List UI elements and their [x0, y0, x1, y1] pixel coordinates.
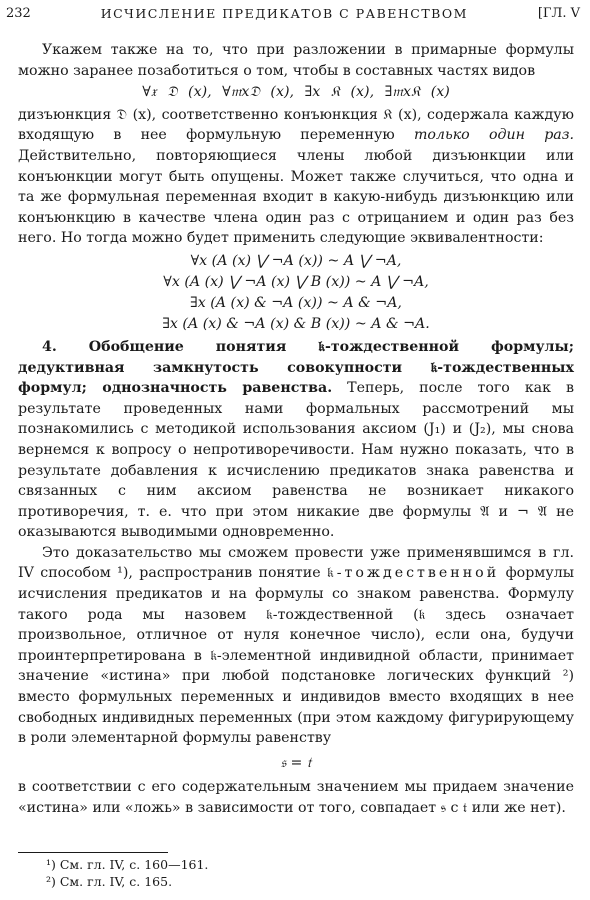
- running-title: ИСЧИСЛЕНИЕ ПРЕДИКАТОВ С РАВЕНСТВОМ: [100, 5, 468, 21]
- paragraph-proof-text-a: Это доказательство мы сможем провести уже применявшимся в гл. IV способом ¹), распространив понятие: [18, 544, 574, 582]
- equivalence-line: ∀x (A (x) ⋁ ¬A (x) ⋁ B (x)) ~ A ⋁ ¬A,: [163, 273, 429, 290]
- equivalence-line: ∃x (A (x) & ¬A (x)) ~ A & ¬A,: [190, 294, 402, 311]
- section-4-text: Теперь, после того как в результате проведенных нами формальных рассмотрений мы познакомились с методикой использования аксиом (J₁) и (J₂), мы снова вернемся к вопросу о непротиворечивости. Нам нужно показать, что в результате добавления к исчислению предикатов знака равенства и связанных с ним аксиом равенства не возникает никакого противоречия, т. е. что при этом никакие две формулы 𝔄 и ¬ 𝔄 не оказываются выводимыми одновременно.: [18, 380, 574, 541]
- equivalence-line: ∃x (A (x) & ¬A (x) & B (x)) ~ A & ¬A.: [162, 315, 430, 332]
- footnotes: [18, 852, 574, 890]
- paragraph-disjunction-text-b: Действительно, повторяющиеся члены любой дизъюнкции или конъюнкции могут быть опущены. Может также случиться, что одна и та же формульная переменная входит в какую-нибудь дизъюнкцию или конъюнкцию в качестве члена один раз с отрицанием и один раз без него. Но тогда можно будет применить следующие эквивалентности:: [18, 147, 574, 247]
- footnote-1: ¹) См. гл. IV, с. 160—161.: [46, 857, 209, 872]
- equivalence-line: ∀x (A (x) ⋁ ¬A (x)) ~ A ⋁ ¬A,: [190, 252, 402, 269]
- paragraph-proof: [18, 543, 574, 749]
- equality-formula: 𝔰 = 𝔱: [280, 754, 312, 771]
- paragraph-proof-text-b: формулы исчисления предикатов и на формулы со знаком равенства. Формулу такого рода мы назовем 𝔨-тождественной (𝔨 здесь означает произвольное, отличное от нуля конечное число), если она, будучи проинтерпретирована в 𝔨-элементной индивидной области, принимает значение «истина» при любой подстановке логических функций ²) вместо формульных переменных и индивидов вместо входящих в нее свободных индивидных переменных (при этом каждому фигурирующему в роли элементарной формулы равенству: [18, 565, 574, 747]
- paragraph-disjunction-text-a: дизъюнкция 𝔇 (x), соответственно конъюнкция 𝔎 (x), содержала каждую входящую в нее формульную переменную: [18, 106, 574, 144]
- footnote-2: ²) См. гл. IV, с. 165.: [46, 874, 173, 889]
- chapter-label: [ГЛ. V: [537, 5, 580, 21]
- emphasis-only-once: только один раз.: [413, 127, 574, 144]
- paragraph-disjunction: [18, 105, 574, 249]
- footnote-rule: [18, 852, 168, 853]
- formula-forms: ∀𝔵 𝔇 (x), ∀𝔪x𝔇 (x), ∃x 𝔎 (x), ∃𝔪x𝔎 (x): [142, 84, 450, 101]
- paragraph-intro: Укажем также на то, что при разложении в примарные формулы можно заранее позаботиться о том, чтобы в составных частях видов: [18, 42, 574, 79]
- section-4-heading: 4. Обобщение понятия 𝔨-тождественной формулы; дедуктивная замкнутость совокупности 𝔨-тождественных формул; однозначность равенства.: [18, 338, 574, 397]
- paragraph-truth-value: в соответствии с его содержательным значением мы придаем значение «истина» или «ложь» в зависимости от того, совпадает 𝔰 с 𝔱 или же нет).: [18, 779, 574, 816]
- running-header: [6, 2, 580, 24]
- page-number: 232: [6, 5, 31, 21]
- spaced-term: 𝔨-тождественной: [327, 565, 500, 582]
- equivalences-block: [18, 251, 574, 335]
- main-text: [18, 40, 574, 819]
- section-4: [18, 337, 574, 543]
